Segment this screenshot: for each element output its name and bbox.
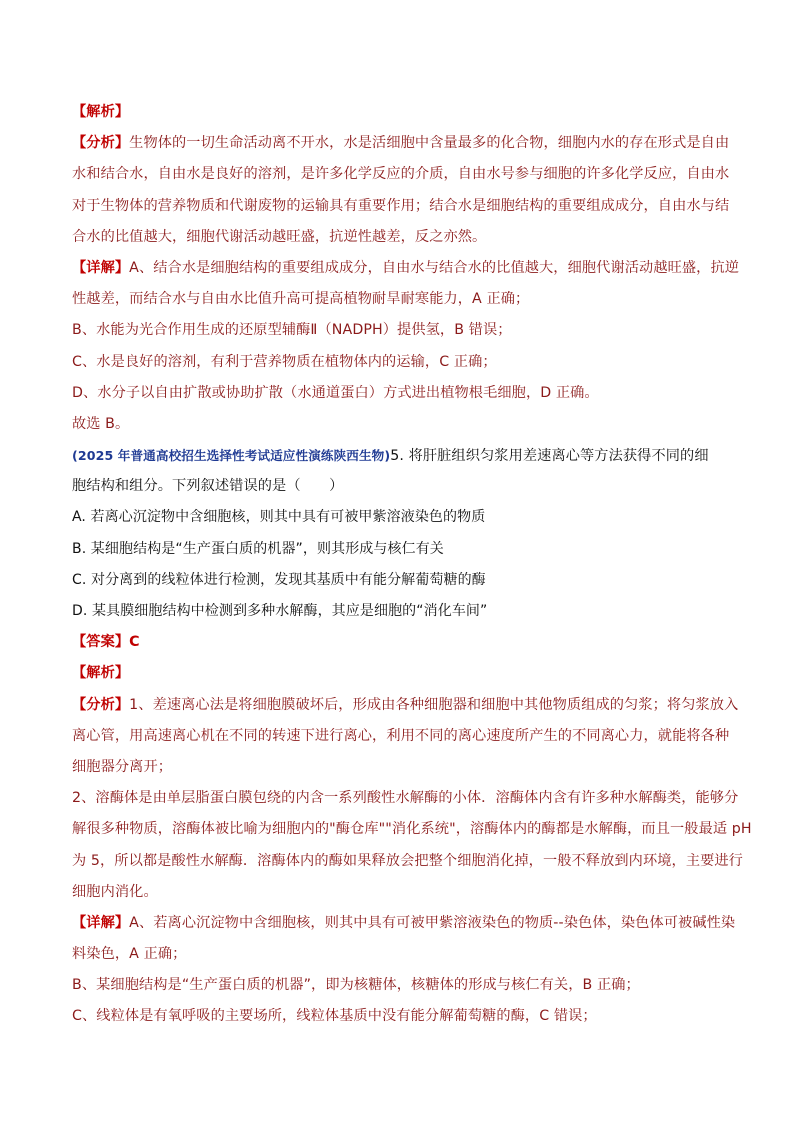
analysis-paragraph-line: 2、溶酶体是由单层脂蛋白膜包绕的内含一系列酸性水解酶的小体．溶酶体内含有许多种水解酶类，能够分 [72,790,739,807]
detail-paragraph-line [72,908,736,939]
answer-text: 【答案】C [72,634,140,651]
question-source: (2025 年普通高校招生选择性考试适应性演练陕西生物) [72,448,391,464]
detail-paragraph-line: C、水是良好的溶剂，有利于营养物质在植物体内的运输，C 正确； [72,353,497,370]
option-c: C. 对分离到的线粒体进行检测，发现其基质中有能分解葡萄糖的酶 [72,571,486,588]
analysis-paragraph-line: 细胞内消化。 [72,883,158,900]
question-text: 5. 将肝脏组织匀浆用差速离心等方法获得不同的细 [390,448,709,465]
label-text: 【解析】 [72,104,130,120]
section-label-analysis [72,658,724,689]
label-text: 【解析】 [72,665,130,682]
detail-paragraph-line: D、水分子以自由扩散或协助扩散（水通道蛋白）方式进出植物根毛细胞，D 正确。 [72,384,599,401]
label-text: 【详解】 [72,914,130,931]
analysis-paragraph-line: 对于生物体的营养物质和代谢废物的运输具有重要作用；结合水是细胞结构的重要组成成分，自由水与结 [72,197,730,214]
analysis-paragraph-line [72,128,730,159]
analysis-paragraph-line: 细胞器分离开； [72,758,173,775]
detail-paragraph-line: B、某细胞结构是“生产蛋白质的机器”，即为核糖体，核糖体的形成与核仁有关，B 正确； [72,977,640,994]
analysis-paragraph-line: 为 5，所以都是酸性水解酶．溶酶体内的酶如果释放会把整个细胞消化掉，一般不释放到内环境，主要进行 [72,852,743,869]
body-text: A、结合水是细胞结构的重要组成成分，自由水与结合水的比值越大，细胞代谢活动越旺盛，抗逆 [129,259,740,276]
body-text: A、若离心沉淀物中含细胞核，则其中具有可被甲紫溶液染色的物质--染色体，染色体可被碱性染 [129,914,736,931]
question-stem-line [72,440,724,471]
document-page [72,97,752,1033]
body-text: 生物体的一切生命活动离不开水，水是活细胞中含量最多的化合物，细胞内水的存在形式是自由 [129,135,730,152]
option-b: B. 某细胞结构是“生产蛋白质的机器”，则其形成与核仁有关 [72,540,444,557]
analysis-paragraph-line: 离心管，用高速离心机在不同的转速下进行离心，利用不同的离心速度所产生的不同离心力，就能将各种 [72,727,730,744]
section-label-analysis [72,97,724,128]
detail-paragraph-line: 性越差，而结合水与自由水比值升高可提高植物耐旱耐寒能力，A 正确； [72,291,530,308]
answer-line [72,627,724,658]
analysis-paragraph-line: 合水的比值越大，细胞代谢活动越旺盛，抗逆性越差，反之亦然。 [72,228,487,245]
detail-paragraph-line [72,253,740,284]
conclusion-line: 故选 B。 [72,415,130,432]
option-d: D. 某具膜细胞结构中检测到多种水解酶，其应是细胞的“消化车间” [72,603,488,619]
label-text: 【分析】 [72,135,130,152]
analysis-paragraph-line: 解很多种物质，溶酶体被比喻为细胞内的"酶仓库""消化系统"，溶酶体内的酶都是水解酶，而且一般最适 pH [72,821,752,838]
body-text: 1、差速离心法是将细胞膜破坏后，形成由各种细胞器和细胞中其他物质组成的匀浆；将匀浆放入 [129,696,739,713]
detail-paragraph-line: 料染色，A 正确； [72,946,187,963]
detail-paragraph-line: C、线粒体是有氧呼吸的主要场所，线粒体基质中没有能分解葡萄糖的酶，C 错误； [72,1008,597,1025]
analysis-paragraph-line: 水和结合水，自由水是良好的溶剂，是许多化学反应的介质，自由水号参与细胞的许多化学反应，自由水 [72,166,730,183]
label-text: 【分析】 [72,696,130,713]
detail-paragraph-line: B、水能为光合作用生成的还原型辅酶Ⅱ（NADPH）提供氢，B 错误； [72,322,512,339]
analysis-paragraph-line [72,690,739,721]
label-text: 【详解】 [72,259,130,276]
question-stem-line: 胞结构和组分。下列叙述错误的是（ ） [72,478,344,495]
option-a: A. 若离心沉淀物中含细胞核，则其中具有可被甲紫溶液染色的物质 [72,509,486,526]
